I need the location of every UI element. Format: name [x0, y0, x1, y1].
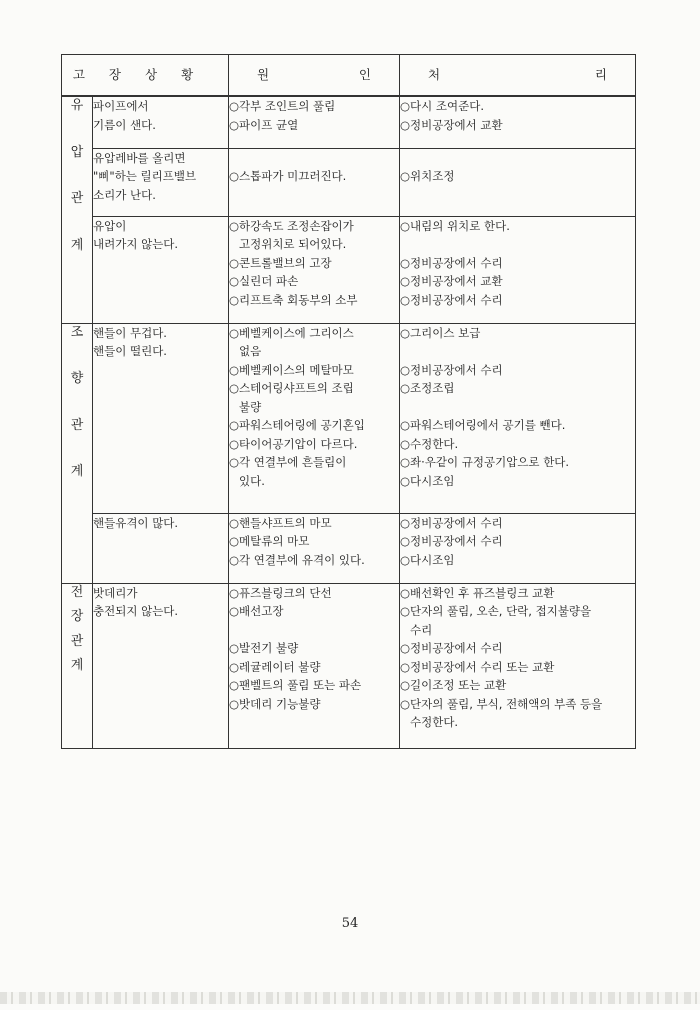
action-cell: ○그리이스 보급 ○정비공장에서 수리 ○조정조립 ○파워스테어링에서 공기를 뺀다. ○수정한다. ○좌·우같이 규정공기압으로 한다. ○다시조임 — [400, 323, 636, 513]
symptom-cell: 파이프에서 기름이 샌다. — [93, 96, 229, 148]
header-cause: 원 인 — [229, 55, 400, 97]
cause-cell: ○스톱파가 미끄러진다. — [229, 148, 400, 216]
table-row — [62, 513, 636, 583]
action-cell: ○위치조정 — [400, 148, 636, 216]
cause-cell: ○하강속도 조정손잡이가 고정위치로 되어있다. ○콘트롤밸브의 고장 ○실린더 파손 ○리프트축 회동부의 소부 — [229, 216, 400, 323]
action-cell: ○다시 조여준다. ○정비공장에서 교환 — [400, 96, 636, 148]
action-cell: ○내림의 위치로 한다. ○정비공장에서 수리 ○정비공장에서 교환 ○정비공장에서 수리 — [400, 216, 636, 323]
cause-cell: ○베벨케이스에 그리이스 없음 ○베벨케이스의 메탈마모 ○스테어링샤프트의 조립 불량 ○파워스테어링에 공기혼입 ○타이어공기압이 다르다. ○각 연결부에 흔들림이 있다. — [229, 323, 400, 513]
cause-cell: ○핸들샤프트의 마모 ○메탈류의 마모 ○각 연결부에 유격이 있다. — [229, 513, 400, 583]
symptom-cell: 유압이 내려가지 않는다. — [93, 216, 229, 323]
category-steering: 조 향 관 계 — [62, 323, 93, 583]
header-action: 처 리 — [400, 55, 636, 97]
symptom-cell: 핸들유격이 많다. — [93, 513, 229, 583]
table-row — [62, 323, 636, 513]
table-header-row — [62, 55, 636, 97]
table-row — [62, 216, 636, 323]
action-cell: ○배선확인 후 퓨즈블링크 교환 ○단자의 풀림, 오손, 단락, 접지불량을 수리 ○정비공장에서 수리 ○정비공장에서 수리 또는 교환 ○길이조정 또는 교환 ○단자의 풀림, 부식, 전해액의 부족 등을 수정한다. — [400, 583, 636, 748]
category-hydraulic: 유 압 관 계 — [62, 96, 93, 323]
page-number: 54 — [341, 916, 359, 931]
table-row — [62, 148, 636, 216]
troubleshooting-table — [61, 54, 636, 749]
symptom-cell: 유압레바를 올리면 "삐"하는 릴리프밸브 소리가 난다. — [93, 148, 229, 216]
category-electrical: 전 장 관 계 — [62, 583, 93, 748]
cause-cell: ○각부 조인트의 풀림 ○파이프 균열 — [229, 96, 400, 148]
table-row — [62, 96, 636, 148]
scan-edge — [0, 992, 700, 1004]
cause-cell: ○퓨즈블링크의 단선 ○배선고장 ○발전기 불량 ○레귤레이터 불량 ○팬벨트의 풀림 또는 파손 ○밧데리 기능불량 — [229, 583, 400, 748]
symptom-cell: 핸들이 무겁다. 핸들이 떨린다. — [93, 323, 229, 513]
symptom-cell: 밧데리가 충전되지 않는다. — [93, 583, 229, 748]
table-row — [62, 583, 636, 748]
header-symptom: 고장상황 — [62, 55, 229, 97]
action-cell: ○정비공장에서 수리 ○정비공장에서 수리 ○다시조임 — [400, 513, 636, 583]
